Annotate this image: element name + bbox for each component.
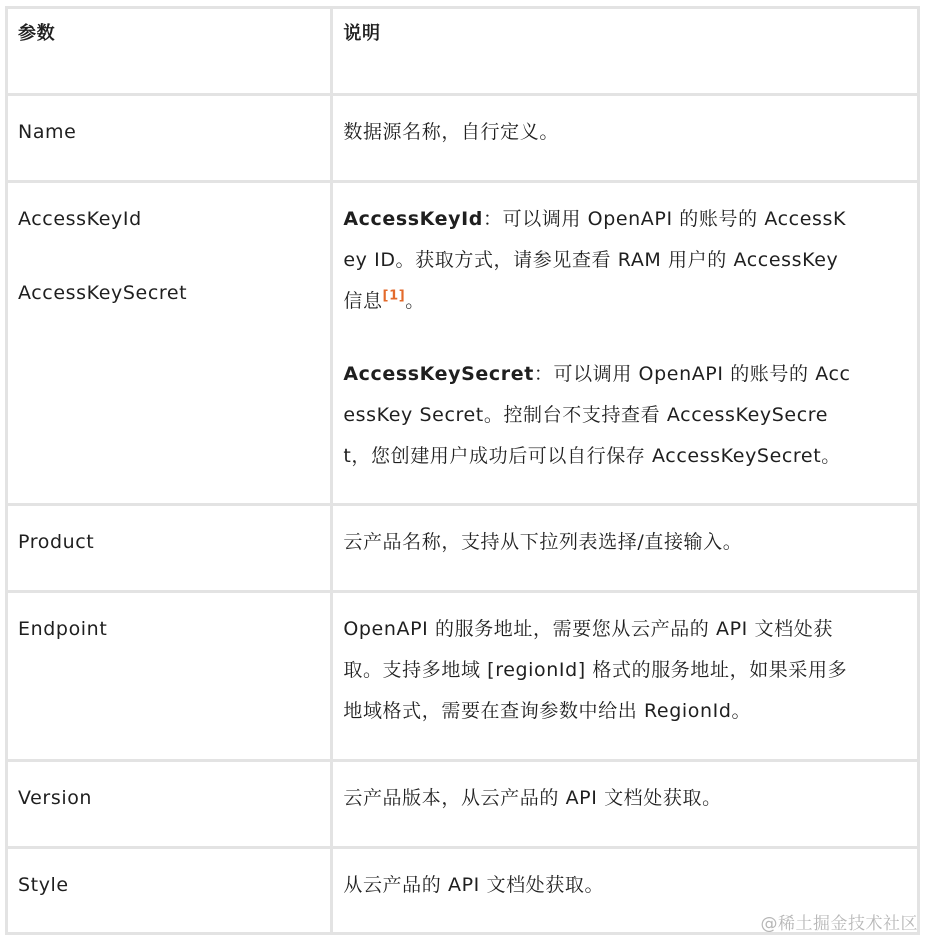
desc-style: 从云产品的 API 文档处获取。 (332, 848, 919, 934)
desc-endpoint-cell (332, 592, 919, 761)
param-access-key-secret: AccessKeySecret (18, 282, 188, 304)
desc-keyid-text-3: 信息 (343, 290, 383, 312)
desc-secret-label: AccessKeySecret (343, 363, 534, 385)
table-header-row (7, 8, 919, 95)
table-row-endpoint (7, 592, 919, 761)
desc-endpoint-line-1: OpenAPI 的服务地址，需要您从云产品的 API 文档处获 (343, 618, 833, 640)
desc-name: 数据源名称，自行定义。 (332, 95, 919, 182)
table-row-access-key (7, 182, 919, 505)
desc-keyid-text-3-end: 。 (405, 290, 425, 312)
desc-keyid-line-3 (343, 281, 903, 322)
param-product: Product (7, 505, 332, 592)
desc-keyid-label: AccessKeyId (343, 208, 484, 230)
desc-endpoint-line-2: 取。支持多地域 [regionId] 格式的服务地址，如果采用多 (343, 659, 848, 681)
param-name: Name (7, 95, 332, 182)
desc-secret-line-1 (343, 354, 903, 395)
desc-version: 云产品版本，从云产品的 API 文档处获取。 (332, 761, 919, 848)
desc-paragraph-gap (343, 322, 903, 354)
desc-secret-line-3: t，您创建用户成功后可以自行保存 AccessKeySecret。 (343, 445, 841, 467)
param-version: Version (7, 761, 332, 848)
desc-endpoint-line-3: 地域格式，需要在查询参数中给出 RegionId。 (343, 700, 752, 722)
header-desc: 说明 (332, 8, 919, 95)
param-endpoint: Endpoint (7, 592, 332, 761)
desc-keyid-line-1 (343, 199, 903, 240)
desc-keyid-text-1: ：可以调用 OpenAPI 的账号的 AccessK (483, 208, 847, 230)
header-param: 参数 (7, 8, 332, 95)
desc-secret-line-2: essKey Secret。控制台不支持查看 AccessKeySecre (343, 404, 829, 426)
desc-product: 云产品名称，支持从下拉列表选择/直接输入。 (332, 505, 919, 592)
table-row-version (7, 761, 919, 848)
watermark: @稀土掘金技术社区 (760, 914, 918, 934)
desc-access-key-cell (332, 182, 919, 505)
table-row-name (7, 95, 919, 182)
desc-secret-text-1: ：可以调用 OpenAPI 的账号的 Acc (533, 363, 851, 385)
footnote-link[interactable]: [1] (382, 288, 406, 304)
param-style: Style (7, 848, 332, 934)
desc-keyid-line-2: ey ID。获取方式，请参见查看 RAM 用户的 AccessKey (343, 249, 839, 271)
parameter-table (5, 6, 920, 935)
table-row-product (7, 505, 919, 592)
param-access-key-cell (7, 182, 332, 505)
param-access-key-id: AccessKeyId (18, 208, 142, 230)
